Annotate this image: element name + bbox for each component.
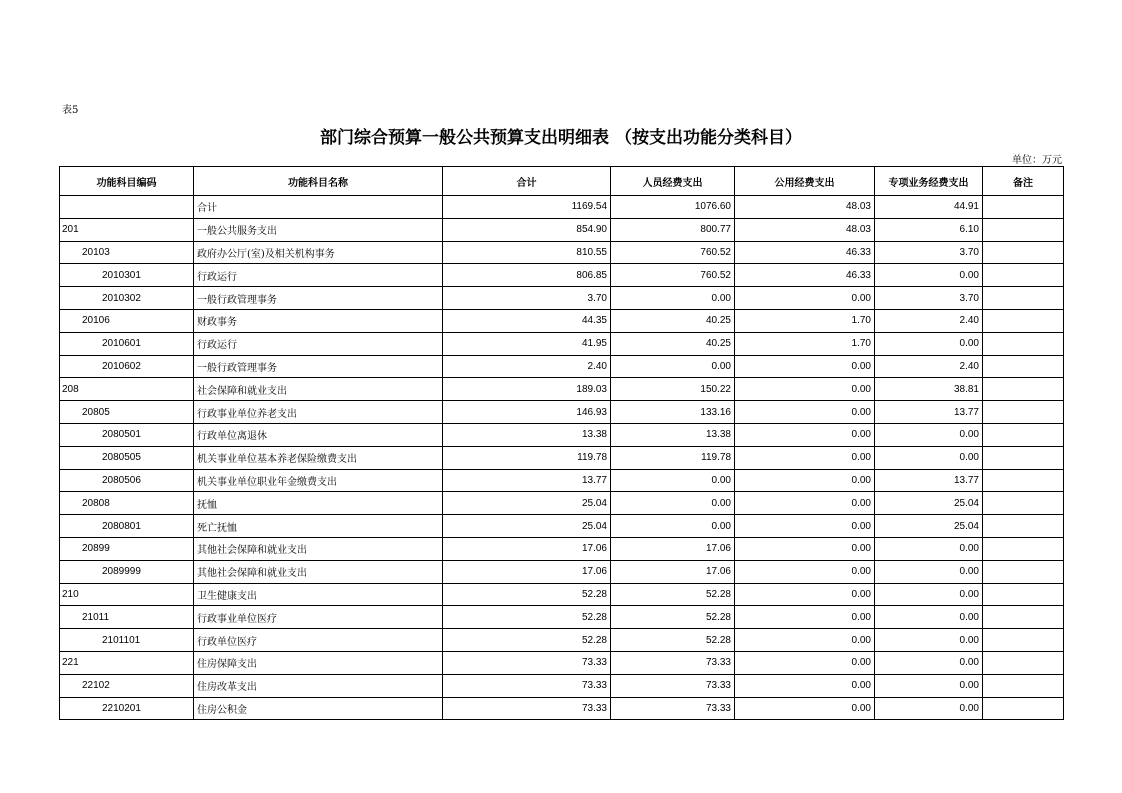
table-row [60, 309, 1064, 332]
cell-name: 一般公共服务支出 [194, 218, 443, 241]
cell-code: 20808 [60, 492, 194, 515]
cell-special: 2.40 [875, 355, 983, 378]
cell-personnel: 40.25 [611, 309, 735, 332]
table-row [60, 674, 1064, 697]
cell-personnel: 0.00 [611, 287, 735, 310]
cell-code: 2080506 [60, 469, 194, 492]
cell-personnel: 800.77 [611, 218, 735, 241]
table-number-label: 表5 [62, 105, 79, 116]
cell-code: 20106 [60, 309, 194, 332]
cell-name: 一般行政管理事务 [194, 355, 443, 378]
cell-public: 1.70 [735, 332, 875, 355]
cell-special: 2.40 [875, 309, 983, 332]
cell-public: 0.00 [735, 401, 875, 424]
cell-name: 政府办公厅(室)及相关机构事务 [194, 241, 443, 264]
cell-special: 0.00 [875, 606, 983, 629]
table-body [60, 196, 1064, 720]
cell-total: 854.90 [443, 218, 611, 241]
table-row [60, 629, 1064, 652]
table-row [60, 218, 1064, 241]
cell-code: 20805 [60, 401, 194, 424]
table-row [60, 264, 1064, 287]
table-row [60, 287, 1064, 310]
table-row [60, 583, 1064, 606]
cell-name: 卫生健康支出 [194, 583, 443, 606]
cell-code: 20103 [60, 241, 194, 264]
cell-name: 社会保障和就业支出 [194, 378, 443, 401]
cell-name: 死亡抚恤 [194, 515, 443, 538]
cell-note [983, 583, 1064, 606]
header-special: 专项业务经费支出 [875, 167, 983, 196]
cell-total: 189.03 [443, 378, 611, 401]
cell-special: 25.04 [875, 492, 983, 515]
cell-public: 1.70 [735, 309, 875, 332]
cell-note [983, 606, 1064, 629]
cell-total: 73.33 [443, 697, 611, 720]
cell-personnel: 13.38 [611, 423, 735, 446]
cell-note [983, 537, 1064, 560]
cell-code: 2080801 [60, 515, 194, 538]
cell-special: 13.77 [875, 469, 983, 492]
cell-note [983, 355, 1064, 378]
table-row [60, 378, 1064, 401]
cell-personnel: 17.06 [611, 537, 735, 560]
cell-note [983, 560, 1064, 583]
cell-special: 0.00 [875, 697, 983, 720]
cell-note [983, 423, 1064, 446]
table-row [60, 469, 1064, 492]
cell-special: 0.00 [875, 651, 983, 674]
cell-name: 行政事业单位医疗 [194, 606, 443, 629]
cell-public: 0.00 [735, 583, 875, 606]
cell-code [60, 196, 194, 219]
cell-special: 0.00 [875, 446, 983, 469]
cell-code: 20899 [60, 537, 194, 560]
table-row [60, 492, 1064, 515]
cell-public: 0.00 [735, 355, 875, 378]
cell-public: 0.00 [735, 674, 875, 697]
cell-code: 2010302 [60, 287, 194, 310]
cell-name: 行政事业单位养老支出 [194, 401, 443, 424]
cell-code: 208 [60, 378, 194, 401]
cell-note [983, 287, 1064, 310]
cell-total: 52.28 [443, 583, 611, 606]
cell-public: 48.03 [735, 218, 875, 241]
table-row [60, 196, 1064, 219]
cell-name: 行政单位医疗 [194, 629, 443, 652]
cell-code: 2010602 [60, 355, 194, 378]
cell-note [983, 309, 1064, 332]
cell-code: 2089999 [60, 560, 194, 583]
cell-note [983, 401, 1064, 424]
cell-special: 44.91 [875, 196, 983, 219]
table-row [60, 560, 1064, 583]
header-note: 备注 [983, 167, 1064, 196]
cell-public: 0.00 [735, 469, 875, 492]
cell-personnel: 0.00 [611, 355, 735, 378]
cell-total: 3.70 [443, 287, 611, 310]
cell-total: 17.06 [443, 560, 611, 583]
cell-note [983, 629, 1064, 652]
cell-personnel: 52.28 [611, 583, 735, 606]
cell-public: 0.00 [735, 446, 875, 469]
cell-code: 2210201 [60, 697, 194, 720]
cell-name: 机关事业单位职业年金缴费支出 [194, 469, 443, 492]
cell-special: 0.00 [875, 583, 983, 606]
table-row [60, 446, 1064, 469]
cell-total: 13.77 [443, 469, 611, 492]
cell-name: 财政事务 [194, 309, 443, 332]
cell-note [983, 515, 1064, 538]
cell-total: 810.55 [443, 241, 611, 264]
cell-total: 73.33 [443, 651, 611, 674]
cell-public: 0.00 [735, 492, 875, 515]
cell-total: 25.04 [443, 492, 611, 515]
cell-special: 0.00 [875, 537, 983, 560]
cell-total: 2.40 [443, 355, 611, 378]
cell-total: 44.35 [443, 309, 611, 332]
cell-personnel: 760.52 [611, 241, 735, 264]
cell-public: 46.33 [735, 241, 875, 264]
header-total: 合计 [443, 167, 611, 196]
cell-total: 17.06 [443, 537, 611, 560]
cell-total: 52.28 [443, 606, 611, 629]
cell-name: 住房改革支出 [194, 674, 443, 697]
cell-public: 0.00 [735, 287, 875, 310]
unit-label: 单位：万元 [1012, 155, 1062, 166]
cell-personnel: 17.06 [611, 560, 735, 583]
cell-total: 73.33 [443, 674, 611, 697]
cell-personnel: 150.22 [611, 378, 735, 401]
cell-personnel: 52.28 [611, 629, 735, 652]
cell-public: 46.33 [735, 264, 875, 287]
cell-code: 2101101 [60, 629, 194, 652]
cell-name: 合计 [194, 196, 443, 219]
cell-note [983, 241, 1064, 264]
page-title: 部门综合预算一般公共预算支出明细表 （按支出功能分类科目） [320, 128, 802, 148]
cell-name: 住房公积金 [194, 697, 443, 720]
table-row [60, 241, 1064, 264]
cell-code: 21011 [60, 606, 194, 629]
cell-code: 2080505 [60, 446, 194, 469]
cell-public: 0.00 [735, 537, 875, 560]
table-header-row [60, 167, 1064, 196]
cell-public: 0.00 [735, 515, 875, 538]
cell-note [983, 218, 1064, 241]
table-row [60, 697, 1064, 720]
cell-public: 0.00 [735, 629, 875, 652]
cell-total: 146.93 [443, 401, 611, 424]
cell-total: 806.85 [443, 264, 611, 287]
cell-name: 行政运行 [194, 332, 443, 355]
cell-name: 其他社会保障和就业支出 [194, 560, 443, 583]
cell-total: 13.38 [443, 423, 611, 446]
cell-personnel: 1076.60 [611, 196, 735, 219]
table-row [60, 401, 1064, 424]
cell-note [983, 446, 1064, 469]
table-row [60, 606, 1064, 629]
cell-code: 201 [60, 218, 194, 241]
cell-name: 机关事业单位基本养老保险缴费支出 [194, 446, 443, 469]
header-name: 功能科目名称 [194, 167, 443, 196]
cell-personnel: 52.28 [611, 606, 735, 629]
table-row [60, 651, 1064, 674]
table-row [60, 515, 1064, 538]
cell-personnel: 73.33 [611, 697, 735, 720]
cell-code: 221 [60, 651, 194, 674]
cell-personnel: 0.00 [611, 492, 735, 515]
cell-special: 3.70 [875, 241, 983, 264]
cell-note [983, 469, 1064, 492]
cell-note [983, 196, 1064, 219]
cell-total: 41.95 [443, 332, 611, 355]
cell-public: 0.00 [735, 560, 875, 583]
cell-personnel: 73.33 [611, 674, 735, 697]
cell-name: 住房保障支出 [194, 651, 443, 674]
cell-personnel: 760.52 [611, 264, 735, 287]
cell-name: 一般行政管理事务 [194, 287, 443, 310]
cell-special: 0.00 [875, 560, 983, 583]
header-personnel: 人员经费支出 [611, 167, 735, 196]
header-public: 公用经费支出 [735, 167, 875, 196]
cell-note [983, 674, 1064, 697]
cell-special: 3.70 [875, 287, 983, 310]
table-row [60, 355, 1064, 378]
cell-personnel: 119.78 [611, 446, 735, 469]
cell-note [983, 378, 1064, 401]
cell-public: 0.00 [735, 378, 875, 401]
cell-personnel: 0.00 [611, 469, 735, 492]
cell-code: 210 [60, 583, 194, 606]
cell-special: 0.00 [875, 629, 983, 652]
cell-note [983, 264, 1064, 287]
cell-personnel: 133.16 [611, 401, 735, 424]
budget-table [59, 166, 1064, 720]
cell-public: 0.00 [735, 423, 875, 446]
cell-total: 25.04 [443, 515, 611, 538]
cell-special: 0.00 [875, 674, 983, 697]
cell-special: 0.00 [875, 332, 983, 355]
cell-special: 13.77 [875, 401, 983, 424]
cell-code: 2010601 [60, 332, 194, 355]
cell-code: 2080501 [60, 423, 194, 446]
header-code: 功能科目编码 [60, 167, 194, 196]
cell-name: 抚恤 [194, 492, 443, 515]
cell-public: 0.00 [735, 651, 875, 674]
cell-personnel: 0.00 [611, 515, 735, 538]
cell-personnel: 40.25 [611, 332, 735, 355]
cell-name: 其他社会保障和就业支出 [194, 537, 443, 560]
cell-note [983, 651, 1064, 674]
cell-public: 0.00 [735, 606, 875, 629]
table-row [60, 537, 1064, 560]
cell-name: 行政运行 [194, 264, 443, 287]
cell-special: 25.04 [875, 515, 983, 538]
cell-total: 52.28 [443, 629, 611, 652]
cell-note [983, 492, 1064, 515]
cell-special: 38.81 [875, 378, 983, 401]
cell-special: 6.10 [875, 218, 983, 241]
cell-note [983, 332, 1064, 355]
cell-public: 0.00 [735, 697, 875, 720]
cell-special: 0.00 [875, 423, 983, 446]
cell-name: 行政单位离退休 [194, 423, 443, 446]
cell-total: 1169.54 [443, 196, 611, 219]
cell-public: 48.03 [735, 196, 875, 219]
cell-code: 2010301 [60, 264, 194, 287]
table-row [60, 332, 1064, 355]
cell-total: 119.78 [443, 446, 611, 469]
cell-personnel: 73.33 [611, 651, 735, 674]
cell-special: 0.00 [875, 264, 983, 287]
cell-note [983, 697, 1064, 720]
cell-code: 22102 [60, 674, 194, 697]
table-row [60, 423, 1064, 446]
